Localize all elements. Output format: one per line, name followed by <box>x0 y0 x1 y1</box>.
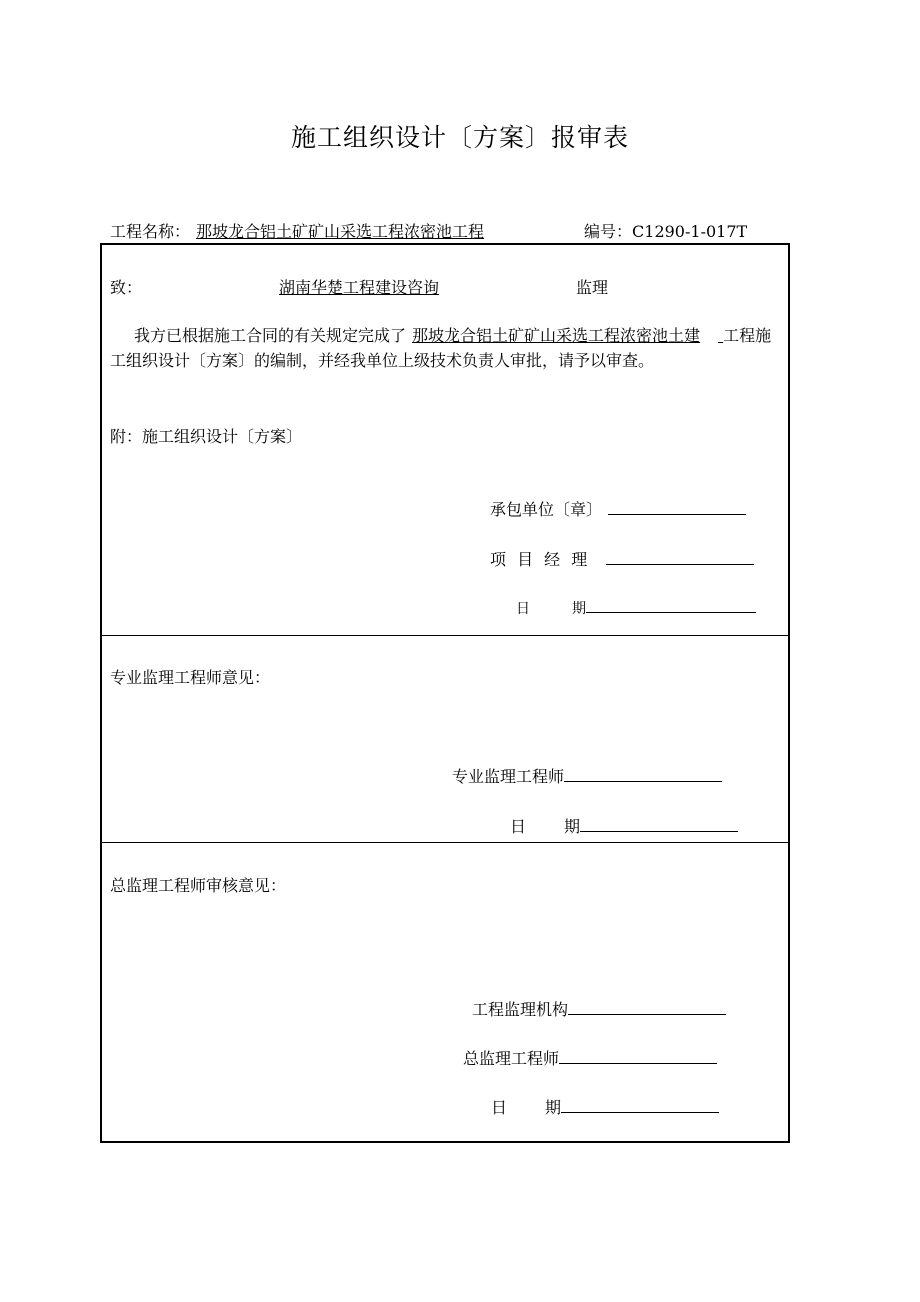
section-divider-2 <box>102 842 788 843</box>
supervision-org-label: 工程监理机构 <box>472 1000 569 1019</box>
code-value[interactable]: C1290-1-017T <box>632 222 748 241</box>
addressee-suffix: 监理 <box>576 278 609 297</box>
project-name-label: 工程名称： <box>110 222 191 241</box>
supervision-org-row <box>472 997 726 1020</box>
engineer-signature-line[interactable] <box>564 780 722 782</box>
date-label-2b: 期 <box>564 817 581 836</box>
engineer-row <box>452 764 722 787</box>
request-paragraph <box>110 323 782 373</box>
date-row-2 <box>510 814 738 837</box>
date-label-3a: 日 <box>491 1098 508 1117</box>
date-label-3b: 期 <box>545 1098 562 1117</box>
date-line-3[interactable] <box>561 1111 719 1113</box>
request-suffix: 工程施工组织设计〔方案〕的编制，并经我单位上级技术负责人审批，请予以审查。 <box>110 326 772 370</box>
chief-opinion-heading: 总监理工程师审核意见： <box>110 876 287 895</box>
project-name-value[interactable]: 那坡龙合铝土矿矿山采选工程浓密池工程 <box>196 222 485 241</box>
request-prefix: 我方已根据施工合同的有关规定完成了 <box>134 326 407 345</box>
engineer-label: 专业监理工程师 <box>452 767 565 786</box>
chief-engineer-label: 总监理工程师 <box>463 1049 560 1068</box>
contractor-label: 承包单位〔章〕 <box>490 500 603 519</box>
manager-label: 项 目 经 理 <box>490 550 591 569</box>
code-field <box>584 219 747 242</box>
addressee-label: 致： <box>110 278 143 297</box>
date-row-3 <box>491 1095 719 1118</box>
manager-signature-line[interactable] <box>606 563 754 565</box>
supervision-org-line[interactable] <box>568 1013 726 1015</box>
manager-row <box>490 547 754 570</box>
attachment-note: 附：施工组织设计〔方案〕 <box>110 427 303 446</box>
chief-engineer-signature-line[interactable] <box>559 1062 717 1064</box>
chief-engineer-row <box>463 1046 717 1069</box>
page-title: 施工组织设计〔方案〕报审表 <box>290 123 629 152</box>
request-project[interactable]: 那坡龙合铝土矿矿山采选工程浓密池土建 <box>412 326 701 345</box>
date-label-1a: 日 <box>516 601 530 617</box>
contractor-signature-line[interactable] <box>608 513 746 515</box>
code-label: 编号： <box>584 222 633 241</box>
section-divider-1 <box>102 635 788 636</box>
engineer-opinion-heading: 专业监理工程师意见： <box>110 668 271 687</box>
date-label-2a: 日 <box>510 817 527 836</box>
project-header <box>110 219 488 242</box>
addressee-row <box>110 275 608 298</box>
date-label-1b: 期 <box>572 601 586 617</box>
contractor-row <box>490 497 746 520</box>
date-line-2[interactable] <box>580 830 738 832</box>
date-row-1 <box>516 598 756 618</box>
date-line-1[interactable] <box>586 611 756 613</box>
addressee-org[interactable]: 湖南华楚工程建设咨询 <box>279 278 440 297</box>
